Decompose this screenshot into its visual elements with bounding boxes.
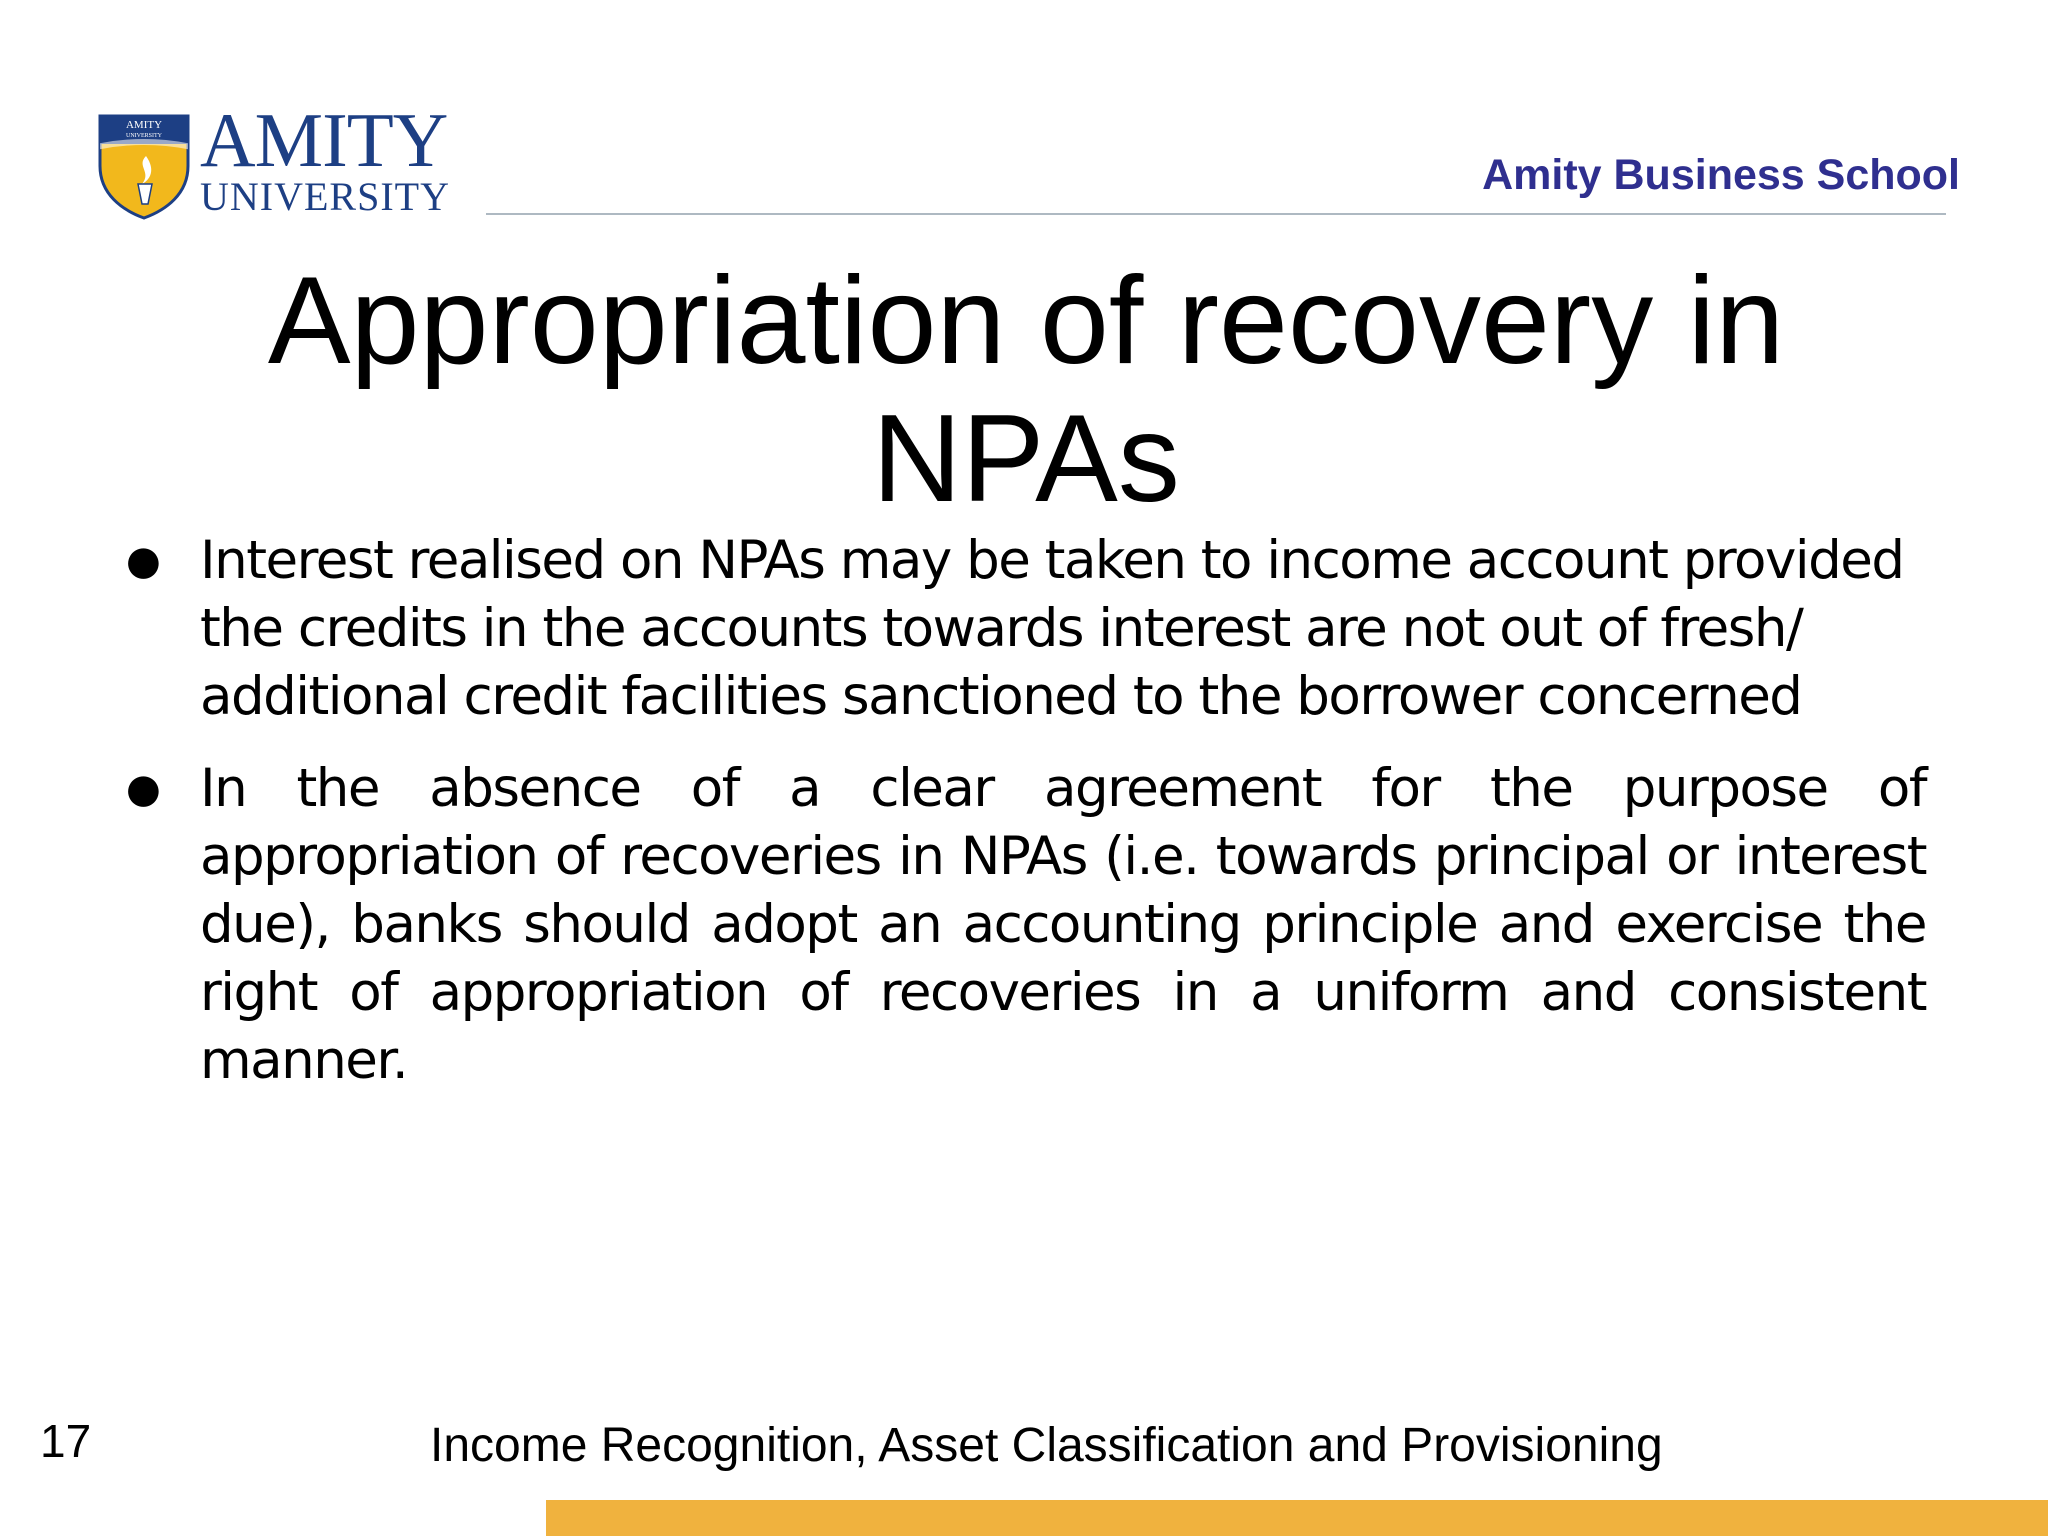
bullet-list [118,527,1926,1119]
footer-title: Income Recognition, Asset Classification and Provisioning [430,1419,1663,1472]
bullet-dot-icon: ● [126,538,160,584]
bullet-dot-icon: ● [126,766,160,812]
bullet-text: Interest realised on NPAs may be taken to income account provided the credits in the accounts towards interest are not out of fresh/ additional credit facilities sanctioned to the borrower concerned [200,530,1904,727]
bullet-item [118,527,1926,731]
logo-brand-text: AMITY [200,97,448,183]
header-divider [486,213,1946,215]
amity-shield-torch-icon [96,110,192,220]
bullet-item [118,755,1926,1095]
bullet-text: In the absence of a clear agreement for the purpose of appropriation of recoveries in NPAs (i.e. towards principal or interest due), banks should adopt an accounting principle and exercise the right of appropriation of recoveries in a uniform and consistent manner. [200,758,1926,1091]
school-name: Amity Business School [1482,151,1960,199]
footer-accent-bar [546,1500,2048,1536]
amity-university-logo [96,97,450,219]
page-number: 17 [40,1415,92,1467]
logo-subtitle-text: UNIVERSITY [200,174,450,219]
svg-text:AMITY: AMITY [125,119,163,131]
svg-text:UNIVERSITY: UNIVERSITY [126,133,162,139]
slide-title: Appropriation of recovery in NPAs [267,252,1785,528]
